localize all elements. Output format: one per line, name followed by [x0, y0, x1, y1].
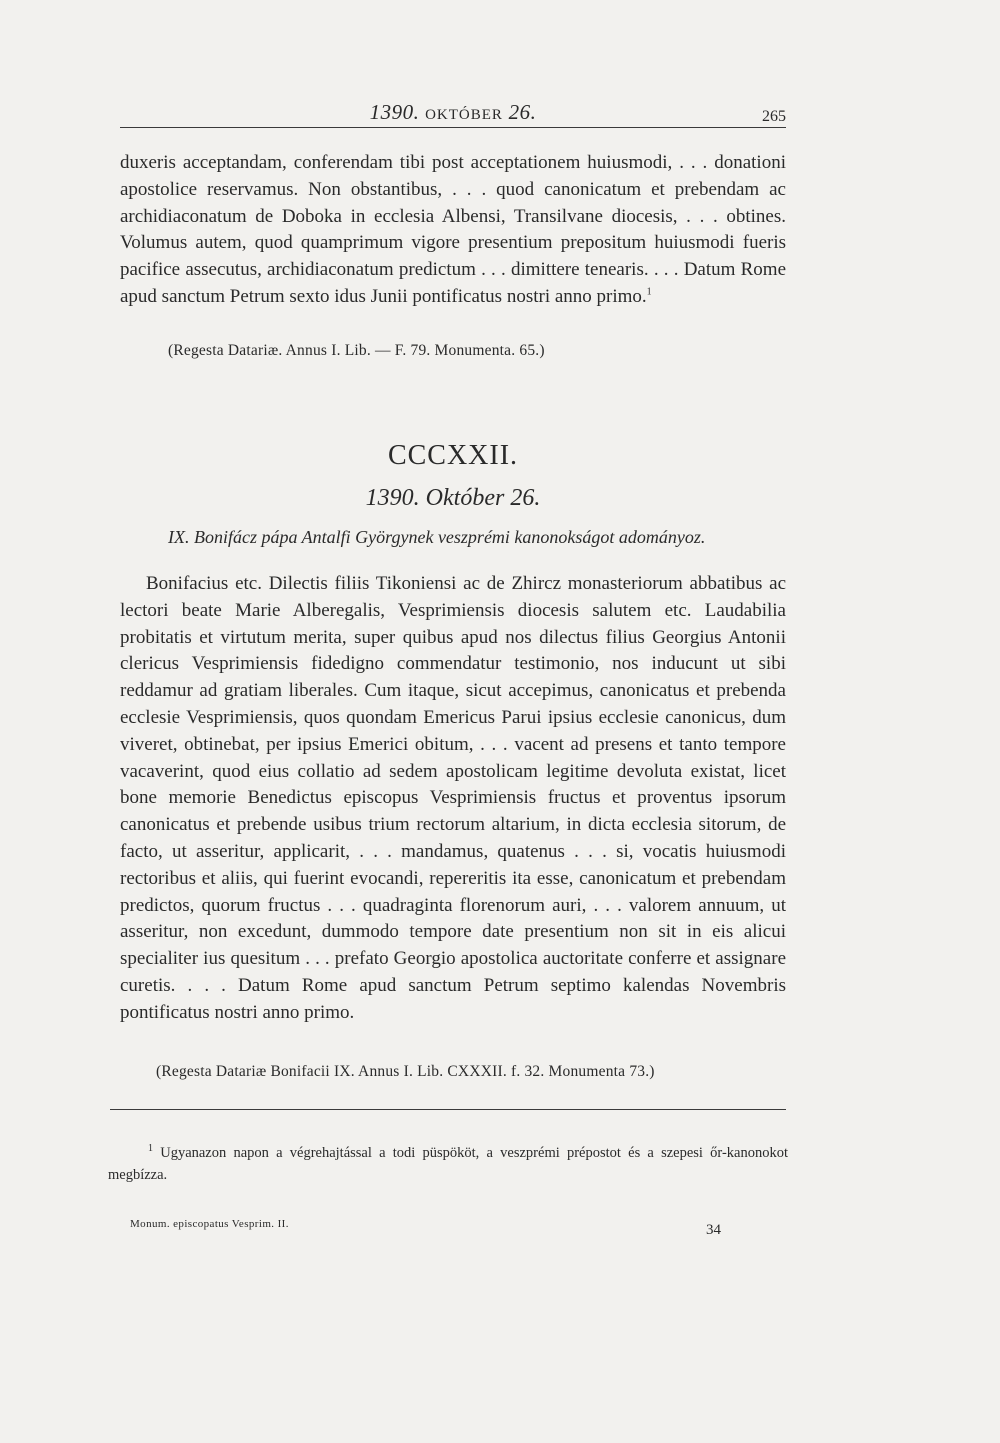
footnote: [108, 1142, 788, 1186]
footnote-marker: 1: [148, 1143, 153, 1155]
footnote-text: Ugyanazon napon a végrehajtással a todi püspököt, a veszprémi prépostot és a szepesi őr-kanonokot megbízza.: [108, 1145, 788, 1183]
printer-signature: Monum. episcopatus Vesprim. II.: [130, 1218, 289, 1230]
sheet-number: 34: [706, 1222, 721, 1238]
document-summary: IX. Bonifácz pápa Antalfi Györgynek veszprémi kanonokságot adományoz.: [168, 527, 706, 547]
header-rule: [120, 127, 786, 128]
document-body-text: Bonifacius etc. Dilectis filiis Tikoniensi ac de Zhircz monasteriorum abbatibus ac lectori beate Marie Alberegalis, Vesprimiensis diocesis salutem etc. Laudabilia probitatis et virtutum merita, super quibus apud nos dilectus filius Georgius Antonii clericus Vesprimiensis fidedigno commendatur testimonio, nos inducunt ut sibi reddamur ad gratiam liberales. Cum itaque, sicut accepimus, canonicatus et prebenda ecclesie Vesprimiensis, quos quondam Emericus Parui ipsius ecclesie canonicus, dum viveret, obtinebat, per ipsius Emerici obitum, . . . vacent ad presens et tanto tempore vacaverint, quod eius collatio ad sedem apostolicam legitime devoluta existat, licet bone memorie Benedictus episcopus Vesprimiensis fructus et proventus ipsorum canonicatus et prebende usibus trium rectorum altarium, in dicta ecclesia sitorum, de facto, ut asseritur, applicarit, . . . mandamus, quatenus . . . si, vocatis huiusmodi rectoribus et aliis, qui fuerint evocandi, repereritis ita esse, canonicatum et prebendam predictos, quorum fructus . . . quadraginta florenorum auri, . . . valorem annuum, ut asseritur, non excedunt, dummodo tempore date presentium non sit in eis alicui specialiter ius quesitum . . . prefato Georgio apostolica auctoritate conferre et assignare curetis. . . . Datum Rome apud sanctum Petrum septimo kalendas Novembris pontificatus nostri anno primo.: [120, 573, 786, 1023]
source-citation: (Regesta Datariæ. Annus I. Lib. — F. 79. Monumenta. 65.): [168, 342, 545, 359]
footnote-reference: 1: [646, 286, 652, 298]
page-number: 265: [762, 108, 786, 125]
document-body: [120, 571, 786, 1027]
running-head: [120, 100, 786, 126]
previous-document-text: [120, 150, 786, 311]
running-month: OKTÓBER: [425, 107, 503, 123]
running-day: 26.: [508, 100, 537, 124]
document-source-citation: (Regesta Datariæ Bonifacii IX. Annus I. Lib. CXXXII. f. 32. Monumenta 73.): [156, 1063, 655, 1080]
document-date: 1390. Október 26.: [365, 485, 541, 511]
footnote-rule: [110, 1109, 786, 1110]
running-year: 1390.: [369, 100, 420, 124]
continued-paragraph-text: duxeris acceptandam, conferendam tibi post acceptationem huiusmodi, . . . donationi apostolice reservamus. Non obstantibus, . . . quod canonicatum et prebendam ac archidiaconatum de Doboka in ecclesia Albensi, Transilvane diocesis, . . . obtines. Volumus autem, quod quamprimum vigore presentium prepositum huiusmodi fueris pacifice assecutus, archidiaconatum predictum . . . dimittere tenearis. . . . Datum Rome apud sanctum Petrum sexto idus Junii pontificatus nostri anno primo.: [120, 152, 786, 307]
running-title: [120, 100, 786, 125]
document-number: CCCXXII.: [387, 440, 519, 471]
continued-paragraph: [120, 150, 786, 311]
